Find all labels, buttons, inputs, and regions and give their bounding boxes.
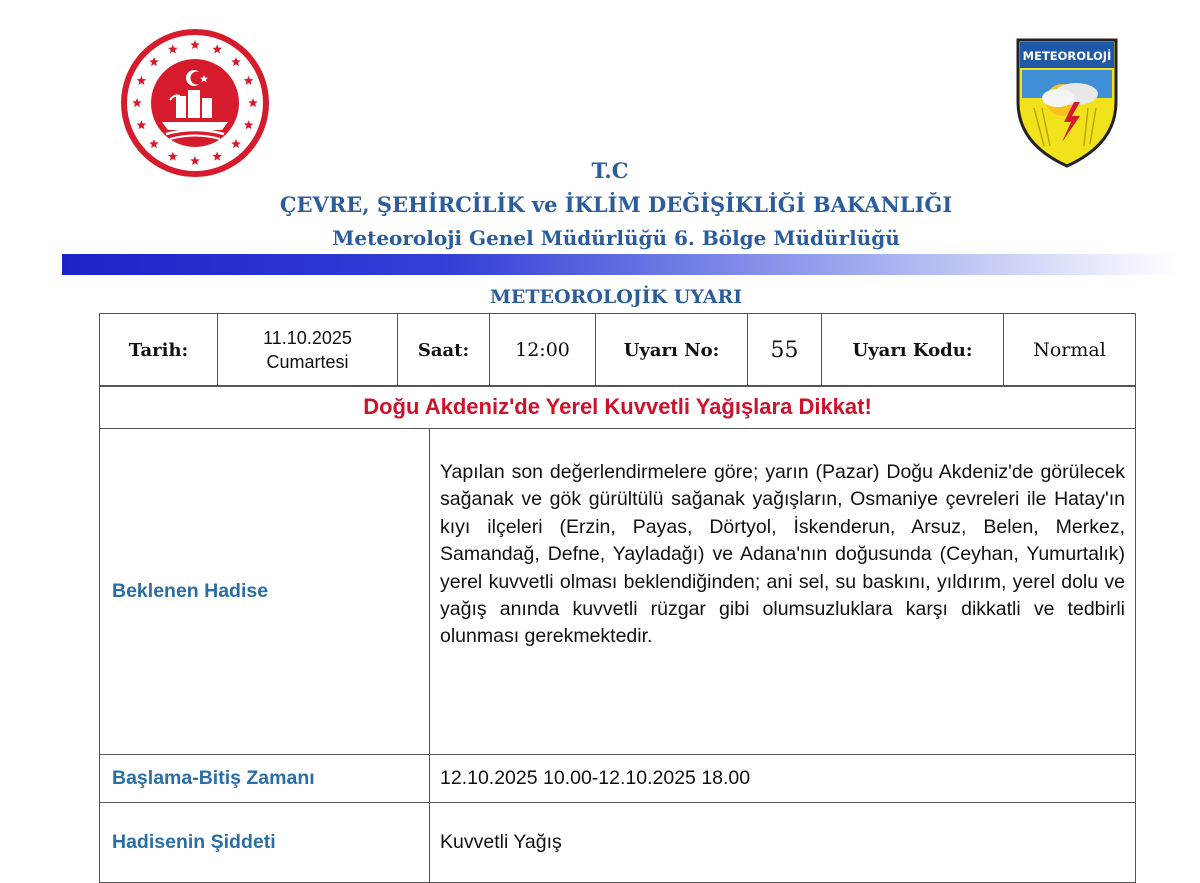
meteoroloji-shield-icon (1014, 36, 1120, 170)
header-divider-bar (62, 254, 1178, 275)
ministry-name: ÇEVRE, ŞEHİRCİLİK ve İKLİM DEĞİŞİKLİĞİ BAKANLIĞI (279, 192, 953, 217)
warning-code-label: Uyarı Kodu: (822, 314, 1004, 387)
shield-text: METEOROLOJİ (1022, 49, 1112, 63)
date-text: 11.10.2025 (263, 328, 352, 348)
directorate-name: Meteoroloji Genel Müdürlüğü 6. Bölge Müdürlüğü (332, 226, 900, 250)
time-value: 12:00 (490, 314, 596, 387)
warning-title: Doğu Akdeniz'de Yerel Kuvvetli Yağışlara Dikkat! (100, 386, 1136, 429)
expected-event-text: Yapılan son değerlendirmelere göre; yarın (Pazar) Doğu Akdeniz'de görülecek sağanak ve gök gürültülü sağanak yağışların, Osmaniye çevreleri ile Hatay'ın kıyı ilçeleri (Erzin, Payas, Dörtyol, İskenderun, Arsuz, Belen, Merkez, Samandağ, Defne, Yayladağı) ve Adana'nın doğusunda (Ceyhan, Yumurtalık) yerel kuvvetli olması beklendiğinden; ani sel, su baskını, yıldırım, yerel dolu ve yağış anında kuvvetli rüzgar gibi olumsuzluklara karşı dikkatli ve tedbirli olunması gerekmektedir. (430, 429, 1136, 755)
document-title: METEOROLOJİK UYARI (489, 286, 743, 308)
expected-event-label: Beklenen Hadise (100, 429, 430, 755)
time-range-label: Başlama-Bitiş Zamanı (100, 755, 430, 803)
time-label: Saat: (398, 314, 490, 387)
date-value (218, 314, 398, 387)
warning-code-value: Normal (1004, 314, 1136, 387)
date-label: Tarih: (100, 314, 218, 387)
warning-no-value: 55 (748, 314, 822, 387)
warning-no-label: Uyarı No: (596, 314, 748, 387)
header-tc: T.C (591, 158, 629, 183)
severity-value: Kuvvetli Yağış (430, 803, 1136, 883)
day-text: Cumartesi (266, 352, 349, 372)
time-range-value: 12.10.2025 10.00-12.10.2025 18.00 (430, 755, 1136, 803)
details-table (99, 385, 1136, 883)
severity-label: Hadisenin Şiddeti (100, 803, 430, 883)
info-table (99, 313, 1136, 387)
ministry-emblem-icon (118, 26, 272, 180)
